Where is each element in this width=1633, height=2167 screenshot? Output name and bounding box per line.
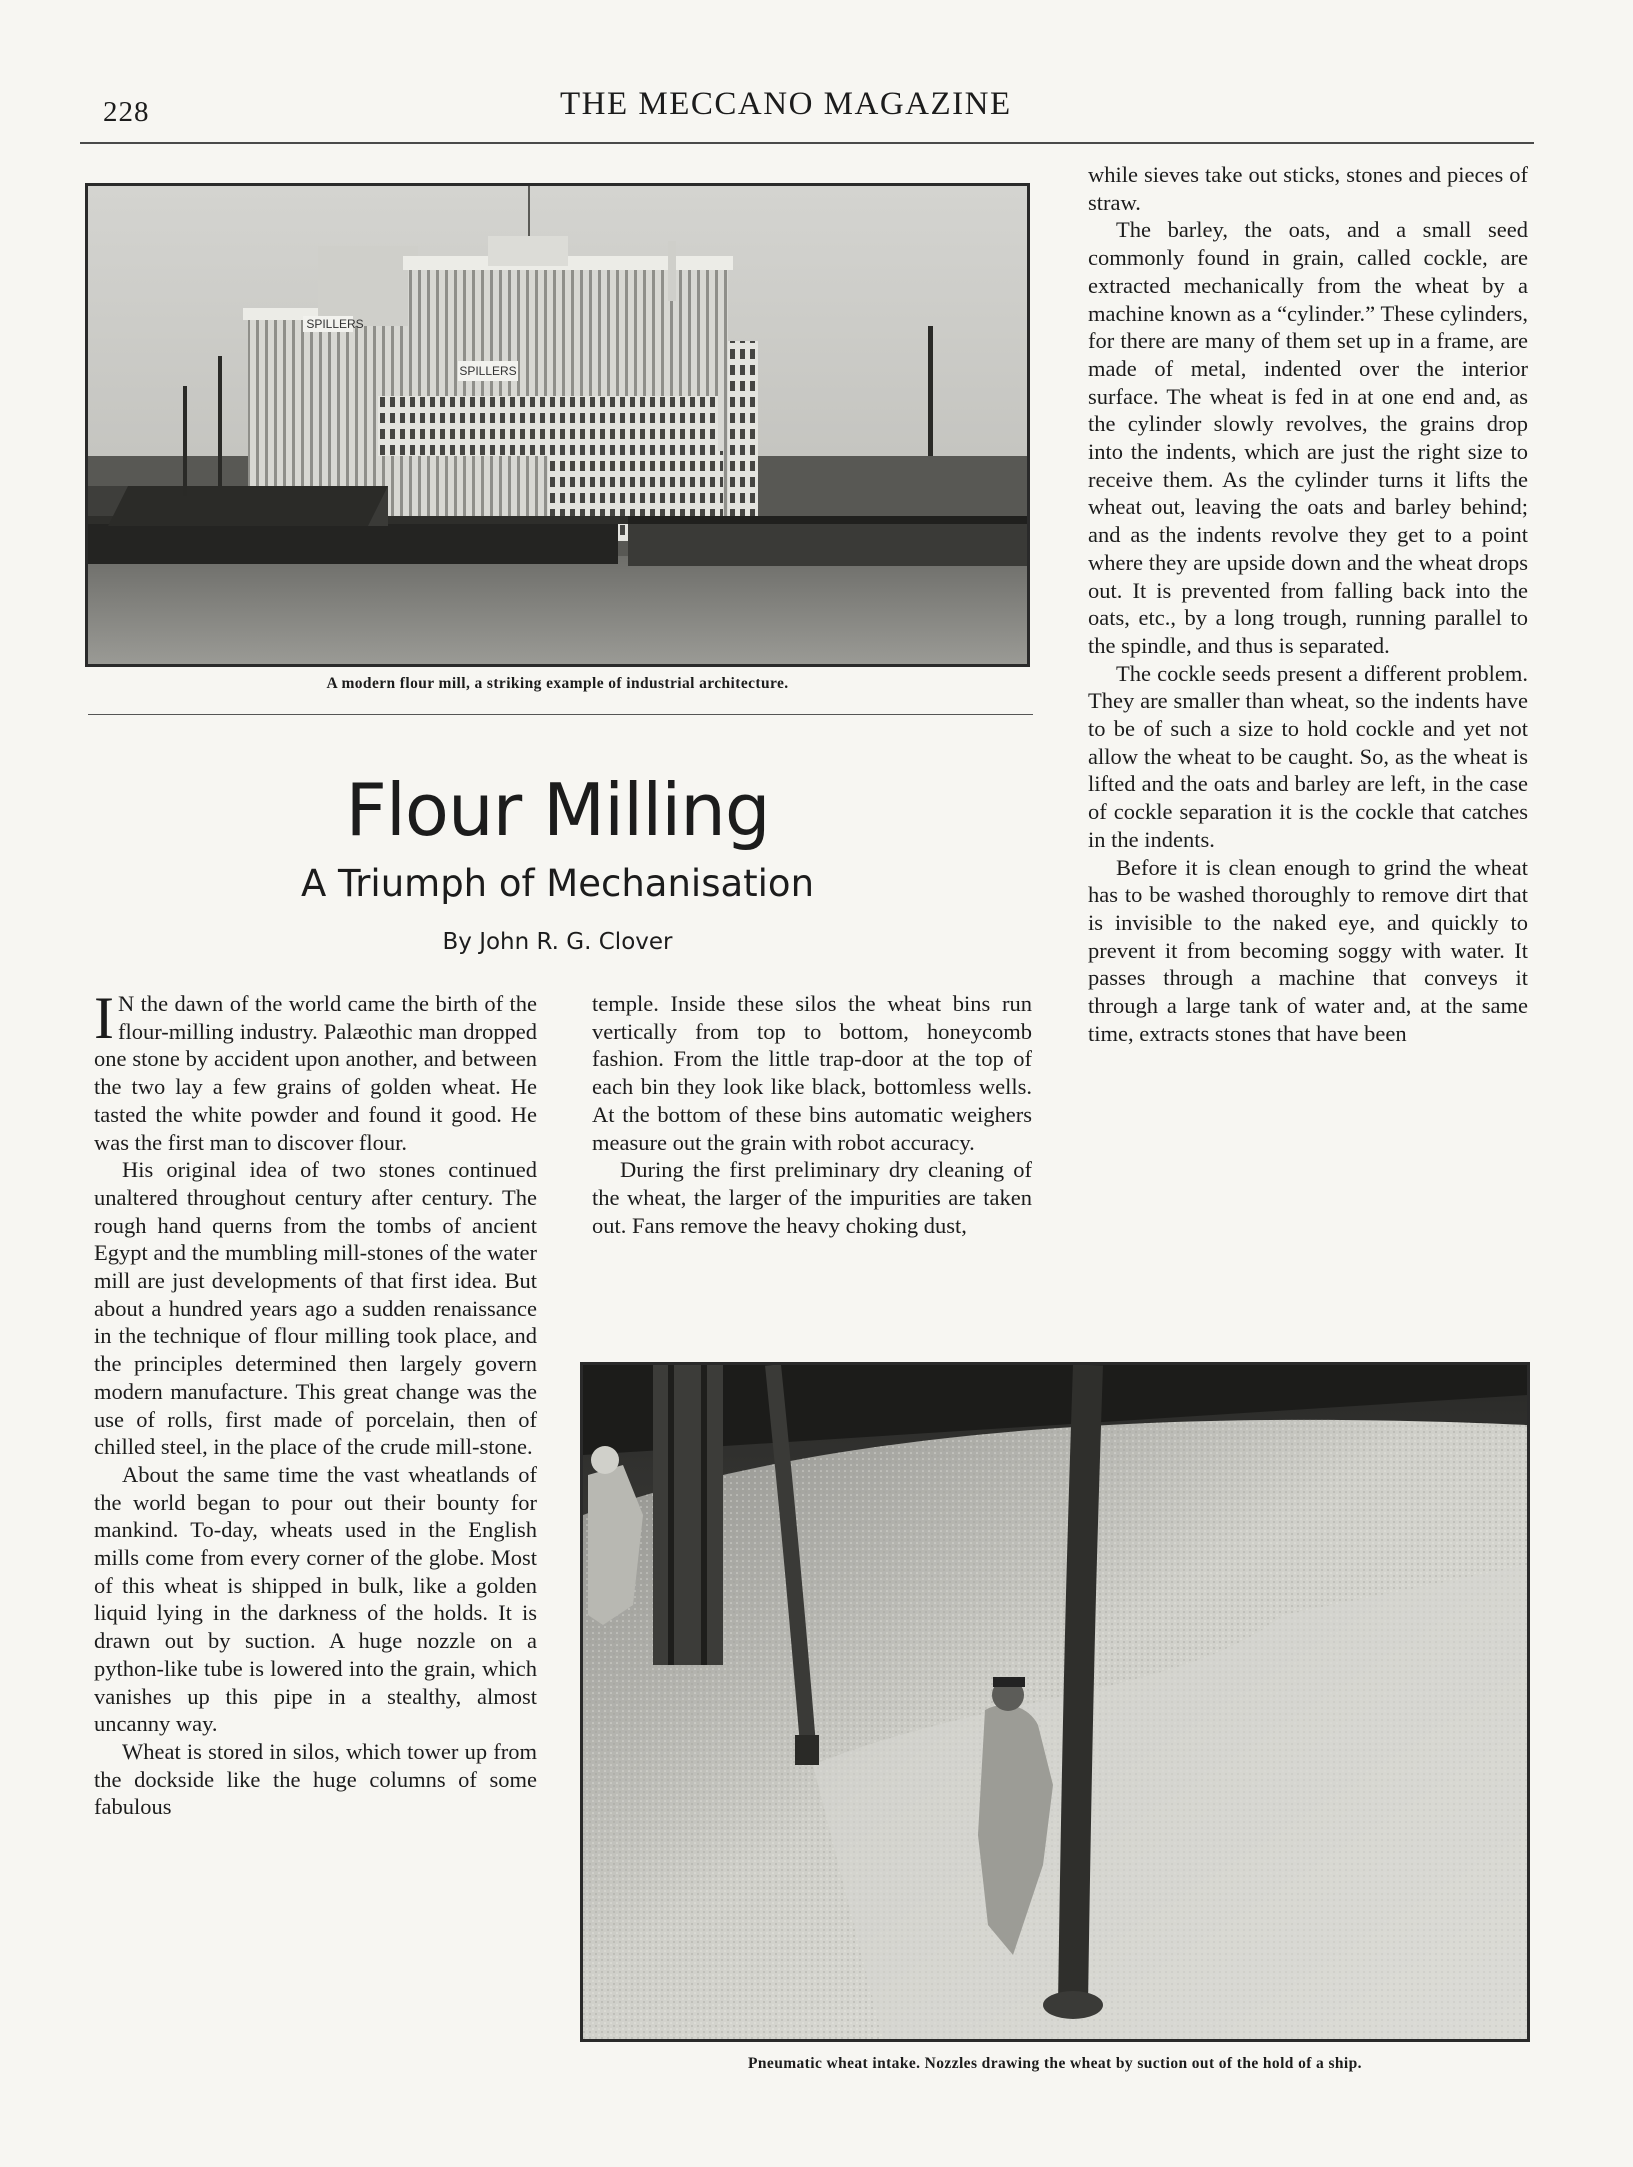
mill-sign-1: SPILLERS — [306, 317, 364, 331]
article-column-3 — [1088, 161, 1528, 1048]
flour-mill-photo — [85, 183, 1030, 667]
article-byline: By John R. G. Clover — [442, 929, 673, 955]
paragraph: temple. Inside these silos the wheat bins run vertically from top to bottom, honeycomb fashion. From the little trap-door at the top of each bin they look like black, bottomless wells. At the bottom of these bins automatic weighers measure out the grain with robot accuracy. — [592, 991, 1032, 1155]
drop-cap: I — [94, 985, 114, 1051]
wheat-intake-caption: Pneumatic wheat intake. Nozzles drawing the wheat by suction out of the hold of a ship. — [748, 2055, 1362, 2072]
wheat-intake-photo — [580, 1362, 1530, 2042]
caption-rule — [88, 714, 1033, 715]
flour-mill-caption: A modern flour mill, a striking example of industrial architecture. — [326, 675, 789, 692]
paragraph-text: N the dawn of the world came the birth of the flour-milling industry. Palæothic man dropped one stone by accident upon another, and between the two lay a few grains of golden wheat. He tasted the white powder and found it good. He was the first man to discover flour. — [94, 991, 537, 1155]
paragraph: while sieves take out sticks, stones and pieces of straw. — [1088, 162, 1528, 215]
wheat-intake-illustration — [583, 1365, 1527, 2039]
flour-mill-illustration — [88, 186, 1027, 664]
paragraph: The barley, the oats, and a small seed commonly found in grain, called cockle, are extracted mechanically from the wheat by a machine known as a “cylinder.” These cylinders, for there are many of them set up in a frame, are made of metal, indented over the interior surface. The wheat is fed in at one end and, as the cylinder slowly revolves, the grains drop into the indents, which are just the right size to receive them. As the cylinder turns it lifts the wheat out, leaving the oats and barley behind; and as the indents revolve they get to a point where they are upside down and the wheat drops out. It is prevented from falling back into the oats, etc., by a long trough, running parallel to the spindle, and thus is separated. — [1088, 217, 1528, 658]
paragraph — [94, 985, 537, 1156]
header-rule — [80, 142, 1534, 144]
mill-sign-2: SPILLERS — [459, 364, 517, 378]
paragraph: The cockle seeds present a different problem. They are smaller than wheat, so the indents have to be of such a size to hold cockle and yet not allow the wheat to be caught. So, as the wheat is lifted and the oats and barley are left, in the case of cockle separation it is the cockle that catches in the indents. — [1088, 660, 1528, 852]
paragraph: During the first preliminary dry cleaning of the wheat, the larger of the impurities are taken out. Fans remove the heavy choking dust, — [592, 1157, 1032, 1238]
paragraph: About the same time the vast wheatlands of the world began to pour out their bounty for mankind. To-day, wheats used in the English mills come from every corner of the globe. Most of this wheat is shipped in bulk, like a golden liquid lying in the darkness of the holds. It is drawn out by suction. A huge nozzle on a python-like tube is lowered into the grain, which vanishes up this pipe in a stealthy, almost uncanny way. — [94, 1461, 537, 1737]
article-title: Flour Milling — [345, 768, 770, 852]
article-column-1 — [94, 985, 537, 1821]
article-subtitle: A Triumph of Mechanisation — [300, 862, 815, 905]
page-number: 228 — [103, 96, 150, 128]
paragraph: Wheat is stored in silos, which tower up from the dockside like the huge columns of some fabulous — [94, 1738, 537, 1820]
paragraph: His original idea of two stones continued unaltered throughout century after century. The rough hand querns from the tombs of ancient Egypt and the mumbling mill-stones of the water mill are just developments of that first idea. But about a hundred years ago a sudden renaissance in the technique of flour milling took place, and the principles determined then largely govern modern manufacture. This great change was the use of rolls, first made of porcelain, then of chilled steel, in the place of the crude mill-stone. — [94, 1157, 537, 1460]
article-column-2 — [592, 990, 1032, 1239]
magazine-title: THE MECCANO MAGAZINE — [560, 86, 1012, 122]
paragraph: Before it is clean enough to grind the wheat has to be washed thoroughly to remove dirt that is invisible to the naked eye, and quickly to prevent it from becoming soggy with water. It passes through a machine that conveys it through a large tank of water and, at the same time, extracts stones that have been — [1088, 854, 1528, 1046]
